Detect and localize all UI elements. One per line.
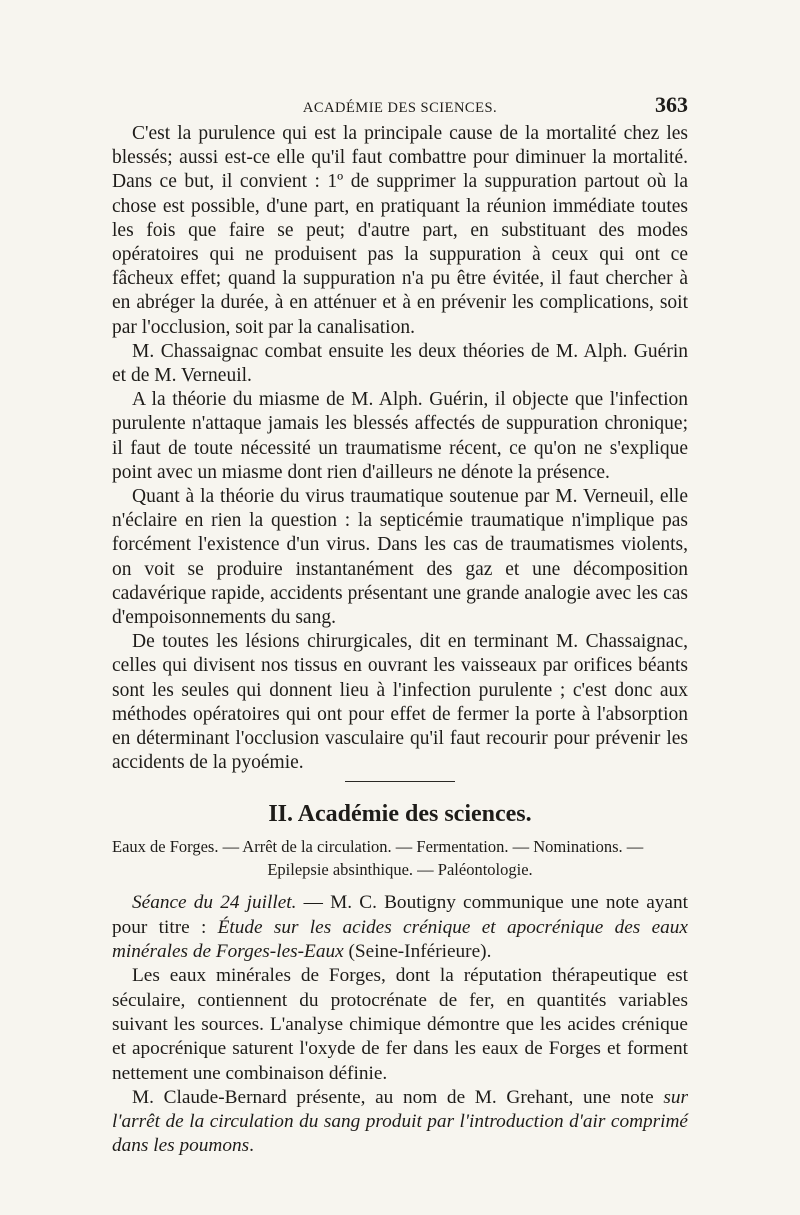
section-separator xyxy=(345,781,455,782)
paragraph: A la théorie du miasme de M. Alph. Guérin, il objecte que l'infection purulente n'attaque jamais les blessés affectés de suppuration chronique; il faut de toute nécessité un traumatisme récent, ce qu'on ne s'explique point avec un miasme dont rien d'ailleurs ne dénote la présence. xyxy=(112,389,688,483)
page xyxy=(112,92,688,1159)
last-paragraph xyxy=(112,1086,688,1159)
last-text: M. Claude-Bernard présente, au nom de M. Grehant, une note xyxy=(132,1086,664,1108)
note-title: Étude sur les acides crénique et apocrénique des eaux minérales de Forges-les-Eaux xyxy=(112,916,688,963)
note-title: sur l'arrêt de la circulation du sang produit par l'introduction d'air comprimé dans les poumons xyxy=(112,1086,688,1157)
section-title: II. Académie des sciences. xyxy=(268,801,532,828)
seance-paragraph xyxy=(112,891,688,964)
chassaignac-report xyxy=(112,122,688,775)
seance-text-end: (Seine-Inférieure). xyxy=(343,941,492,963)
running-head xyxy=(112,92,688,122)
paragraph: Quant à la théorie du virus traumatique soutenue par M. Verneuil, elle n'éclaire en rien la question : la septicémie traumatique n'implique pas forcément l'existence d'un virus. Dans les cas de traumatismes violents, on voit se produire instantanément des gaz et une décomposition cadavérique rapide, accidents présentant une grande analogie avec les cas d'empoisonnements du sang. xyxy=(112,486,688,629)
last-text-end: . xyxy=(249,1135,254,1157)
section-summary xyxy=(112,835,688,881)
running-head-title: ACADÉMIE DES SCIENCES. xyxy=(302,100,498,116)
seance-text: — M. C. Boutigny communique une note ayant pour titre : xyxy=(112,892,688,938)
summary-line: Eaux de Forges. — Arrêt de la circulation. — Fermentation. — Nominations. — xyxy=(112,837,644,857)
paragraph: De toutes les lésions chirurgicales, dit en terminant M. Chassaignac, celles qui divisent nos tissus en ouvrant les vaisseaux par orifices béants sont les seules qui donnent lieu à l'infection purulente ; c'est donc aux méthodes opératoires qui ont pour effet de fermer la porte à l'absorption en déterminant l'occlusion vasculaire qu'il faut recourir pour prévenir les accidents de la pyoémie. xyxy=(112,631,688,774)
paragraph: Les eaux minérales de Forges, dont la réputation thérapeutique est séculaire, contiennent du protocrénate de fer, en quantités variables suivant les sources. L'analyse chimique démontre que les acides crénique et apocrénique saturent l'oxyde de fer dans les eaux de Forges et forment nettement une combinaison définie. xyxy=(112,965,688,1084)
paragraph: C'est la purulence qui est la principale cause de la mortalité chez les blessés; aussi est-ce elle qu'il faut combattre pour diminuer la mortalité. Dans ce but, il convient : 1º de supprimer la suppuration partout où la chose est possible, d'une part, en pratiquant la réunion immédiate toutes les fois que faire se peut; d'autre part, en substituant des modes opératoires qui ne produisent pas la suppuration à ceux qui ont ce fâcheux effet; quand la suppuration n'a pu être évitée, il faut chercher à en abréger la durée, à en atténuer et à en prévenir les complications, soit par l'occlusion, soit par la canalisation. xyxy=(112,123,688,338)
paragraph: M. Chassaignac combat ensuite les deux théories de M. Alph. Guérin et de M. Verneuil. xyxy=(112,340,688,387)
academy-session xyxy=(112,891,688,1158)
page-number: 363 xyxy=(655,92,688,117)
summary-line: Epilepsie absinthique. — Paléontologie. xyxy=(267,860,533,880)
seance-date: Séance du 24 juillet. xyxy=(132,892,297,914)
